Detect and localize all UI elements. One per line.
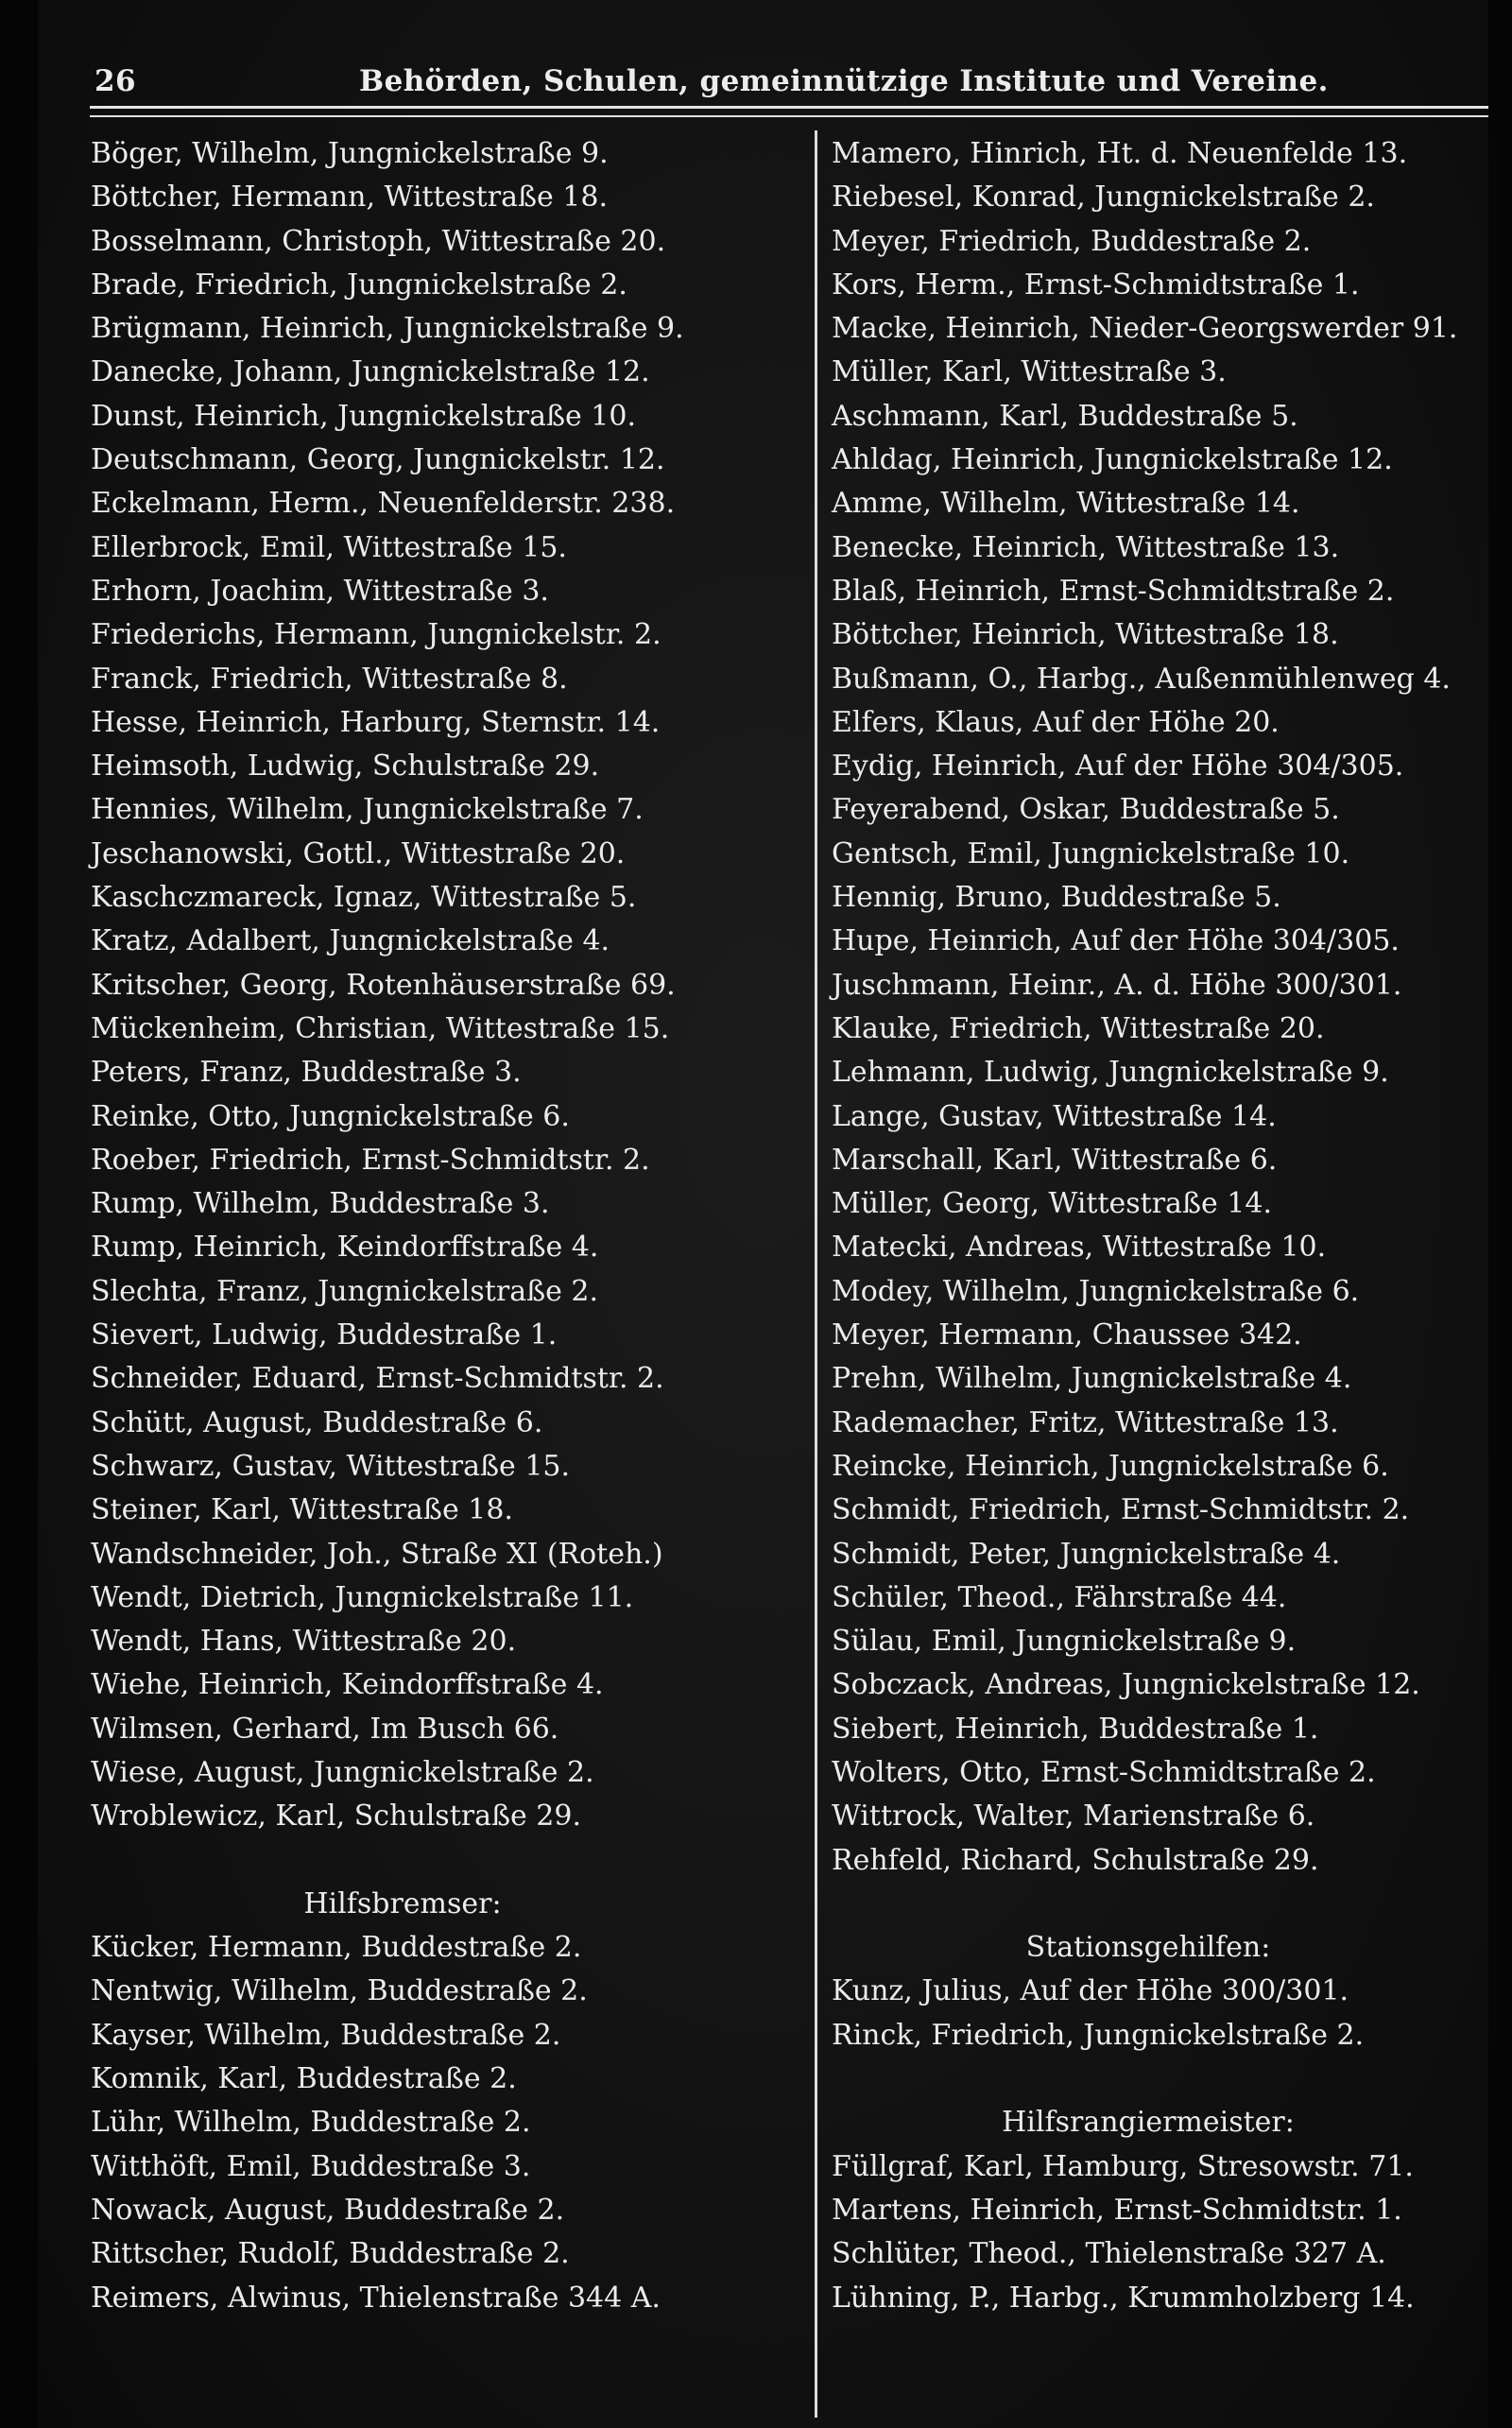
column-divider [815,130,817,2418]
directory-entry: Schmidt, Peter, Jungnickelstraße 4. [832,1537,1341,1571]
directory-entry: Sievert, Ludwig, Buddestraße 1. [91,1318,558,1352]
directory-entry: Müller, Georg, Wittestraße 14. [832,1187,1272,1221]
directory-entry: Peters, Franz, Buddestraße 3. [91,1056,522,1090]
directory-entry: Lühr, Wilhelm, Buddestraße 2. [91,2106,531,2140]
directory-entry: Steiner, Karl, Wittestraße 18. [91,1493,513,1527]
directory-entry: Böger, Wilhelm, Jungnickelstraße 9. [91,137,609,170]
directory-entry: Wolters, Otto, Ernst-Schmidtstraße 2. [832,1755,1376,1789]
directory-entry: Mamero, Hinrich, Ht. d. Neuenfelde 13. [832,137,1408,170]
directory-entry: Elfers, Klaus, Auf der Höhe 20. [832,705,1280,739]
directory-entry: Modey, Wilhelm, Jungnickelstraße 6. [832,1274,1360,1308]
directory-entry: Wendt, Dietrich, Jungnickelstraße 11. [91,1580,634,1614]
header-rule-double [90,115,1488,117]
directory-entry: Wroblewicz, Karl, Schulstraße 29. [91,1799,582,1834]
directory-entry: Kücker, Hermann, Buddestraße 2. [91,1931,582,1965]
directory-entry: Lange, Gustav, Wittestraße 14. [832,1099,1277,1133]
page-header [38,55,1488,112]
directory-entry: Brade, Friedrich, Jungnickelstraße 2. [91,267,627,301]
directory-entry: Klauke, Friedrich, Wittestraße 20. [832,1011,1325,1045]
directory-entry: Nowack, August, Buddestraße 2. [91,2193,565,2227]
directory-entry: Böttcher, Heinrich, Wittestraße 18. [832,618,1339,652]
directory-entry: Schneider, Eduard, Ernst-Schmidtstr. 2. [91,1362,664,1396]
directory-entry: Wilmsen, Gerhard, Im Busch 66. [91,1712,559,1746]
directory-entry: Blaß, Heinrich, Ernst-Schmidtstraße 2. [832,574,1395,608]
directory-entry: Eydig, Heinrich, Auf der Höhe 304/305. [832,749,1404,784]
directory-entry: Prehn, Wilhelm, Jungnickelstraße 4. [832,1362,1352,1396]
directory-entry: Reinke, Otto, Jungnickelstraße 6. [91,1099,570,1133]
directory-entry: Riebesel, Konrad, Jungnickelstraße 2. [832,181,1375,215]
directory-entry: Erhorn, Joachim, Wittestraße 3. [91,574,549,608]
directory-entry: Aschmann, Karl, Buddestraße 5. [832,399,1298,433]
directory-entry: Eckelmann, Herm., Neuenfelderstr. 238. [91,487,676,521]
directory-entry: Schlüter, Theod., Thielenstraße 327 A. [832,2237,1386,2271]
directory-entry: Gentsch, Emil, Jungnickelstraße 10. [832,836,1350,870]
directory-entry: Ellerbrock, Emil, Wittestraße 15. [91,530,567,564]
directory-entry: Kayser, Wilhelm, Buddestraße 2. [91,2018,561,2052]
directory-entry: Rinck, Friedrich, Jungnickelstraße 2. [832,2018,1365,2052]
directory-entry: Meyer, Friedrich, Buddestraße 2. [832,224,1312,258]
directory-entry: Ahldag, Heinrich, Jungnickelstraße 12. [832,443,1393,477]
directory-entry: Benecke, Heinrich, Wittestraße 13. [832,530,1340,564]
directory-entry: Hesse, Heinrich, Harburg, Sternstr. 14. [91,705,661,739]
directory-entry: Siebert, Heinrich, Buddestraße 1. [832,1712,1319,1746]
directory-entry: Meyer, Hermann, Chaussee 342. [832,1318,1302,1352]
directory-entry: Wandschneider, Joh., Straße XI (Roteh.) [91,1537,663,1571]
directory-entry: Kors, Herm., Ernst-Schmidtstraße 1. [832,267,1360,301]
spacer [91,1839,799,1883]
directory-entry: Amme, Wilhelm, Wittestraße 14. [832,487,1300,521]
directory-entry: Juschmann, Heinr., A. d. Höhe 300/301. [832,968,1402,1002]
directory-entry: Bußmann, O., Harbg., Außenmühlenweg 4. [832,662,1451,696]
left-column [91,132,799,2320]
directory-entry: Schmidt, Friedrich, Ernst-Schmidtstr. 2. [832,1493,1410,1527]
right-column [832,132,1503,2320]
directory-entry: Marschall, Karl, Wittestraße 6. [832,1143,1278,1177]
header-rule [90,106,1488,109]
directory-entry: Hennies, Wilhelm, Jungnickelstraße 7. [91,793,644,827]
directory-entry: Wiehe, Heinrich, Keindorffstraße 4. [91,1668,604,1702]
directory-entry: Heimsoth, Ludwig, Schulstraße 29. [91,749,600,784]
directory-entry: Schwarz, Gustav, Wittestraße 15. [91,1449,571,1483]
directory-entry: Komnik, Karl, Buddestraße 2. [91,2062,517,2096]
directory-entry: Wiese, August, Jungnickelstraße 2. [91,1755,594,1789]
directory-entry: Martens, Heinrich, Ernst-Schmidtstr. 1. [832,2193,1402,2227]
spacer [832,1883,1503,1926]
directory-entry: Franck, Friedrich, Wittestraße 8. [91,662,568,696]
directory-entry: Rump, Wilhelm, Buddestraße 3. [91,1187,550,1221]
directory-entry: Lühning, P., Harbg., Krummholzberg 14. [832,2281,1415,2315]
directory-page [38,0,1488,2428]
directory-entry: Hupe, Heinrich, Auf der Höhe 304/305. [832,924,1400,958]
directory-entry: Wittrock, Walter, Marienstraße 6. [832,1799,1315,1834]
directory-entry: Hennig, Bruno, Buddestraße 5. [832,881,1281,915]
directory-entry: Danecke, Johann, Jungnickelstraße 12. [91,355,650,389]
directory-entry: Schüler, Theod., Fährstraße 44. [832,1580,1287,1614]
directory-entry: Kratz, Adalbert, Jungnickelstraße 4. [91,924,610,958]
page-number: 26 [94,64,136,98]
directory-entry: Böttcher, Hermann, Wittestraße 18. [91,181,609,215]
directory-entry: Witthöft, Emil, Buddestraße 3. [91,2149,531,2183]
directory-entry: Wendt, Hans, Wittestraße 20. [91,1625,517,1659]
directory-entry: Müller, Karl, Wittestraße 3. [832,355,1227,389]
directory-entry: Brügmann, Heinrich, Jungnickelstraße 9. [91,312,684,346]
section-heading-stationsgehilfen: Stationsgehilfen: [1025,1931,1271,1965]
directory-entry: Reimers, Alwinus, Thielenstraße 344 A. [91,2281,661,2315]
directory-entry: Macke, Heinrich, Nieder-Georgswerder 91. [832,312,1458,346]
directory-entry: Lehmann, Ludwig, Jungnickelstraße 9. [832,1056,1389,1090]
directory-entry: Kritscher, Georg, Rotenhäuserstraße 69. [91,968,676,1002]
directory-entry: Roeber, Friedrich, Ernst-Schmidtstr. 2. [91,1143,650,1177]
directory-entry: Dunst, Heinrich, Jungnickelstraße 10. [91,399,637,433]
directory-entry: Rittscher, Rudolf, Buddestraße 2. [91,2237,570,2271]
directory-entry: Kaschczmareck, Ignaz, Wittestraße 5. [91,881,637,915]
section-heading-hilfsbremser: Hilfsbremser: [303,1886,502,1920]
section-heading-hilfsrangiermeister: Hilfsrangiermeister: [1002,2106,1295,2140]
directory-entry: Rademacher, Fritz, Wittestraße 13. [832,1405,1339,1439]
running-title: Behörden, Schulen, gemeinnützige Institute und Vereine. [359,64,1329,98]
directory-entry: Reincke, Heinrich, Jungnickelstraße 6. [832,1449,1389,1483]
directory-entry: Sülau, Emil, Jungnickelstraße 9. [832,1625,1297,1659]
directory-entry: Deutschmann, Georg, Jungnickelstr. 12. [91,443,665,477]
directory-entry: Jeschanowski, Gottl., Wittestraße 20. [91,836,626,870]
directory-entry: Mückenheim, Christian, Wittestraße 15. [91,1011,670,1045]
directory-entry: Schütt, August, Buddestraße 6. [91,1405,543,1439]
directory-entry: Matecki, Andreas, Wittestraße 10. [832,1231,1327,1265]
directory-entry: Rehfeld, Richard, Schulstraße 29. [832,1843,1319,1877]
directory-entry: Kunz, Julius, Auf der Höhe 300/301. [832,1974,1349,2008]
spacer [832,2058,1503,2101]
directory-entry: Slechta, Franz, Jungnickelstraße 2. [91,1274,599,1308]
directory-entry: Feyerabend, Oskar, Buddestraße 5. [832,793,1340,827]
directory-entry: Bosselmann, Christoph, Wittestraße 20. [91,224,666,258]
directory-entry: Rump, Heinrich, Keindorffstraße 4. [91,1231,599,1265]
directory-entry: Friederichs, Hermann, Jungnickelstr. 2. [91,618,662,652]
directory-entry: Füllgraf, Karl, Hamburg, Stresowstr. 71. [832,2149,1414,2183]
directory-entry: Sobczack, Andreas, Jungnickelstraße 12. [832,1668,1420,1702]
directory-entry: Nentwig, Wilhelm, Buddestraße 2. [91,1974,588,2008]
